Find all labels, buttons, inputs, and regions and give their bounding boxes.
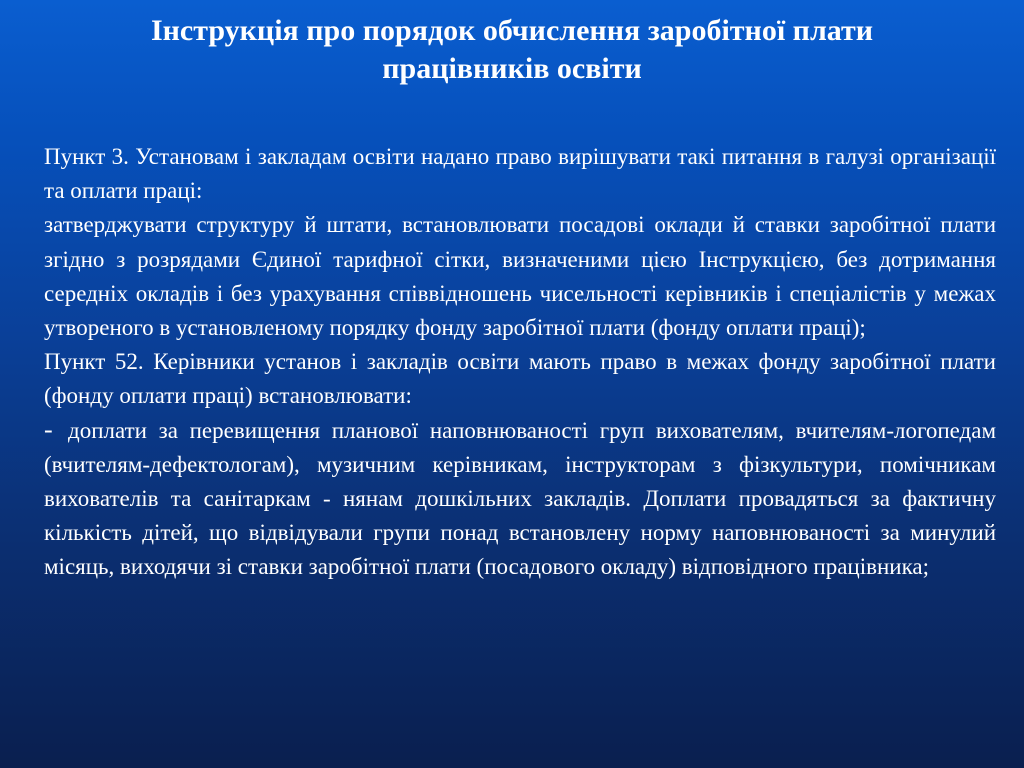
title-line-2: працівників освіти [382,52,642,85]
paragraph-punkt-52: Пункт 52. Керівники установ і закладів освіти мають право в межах фонду заробітної плати (фонду оплати праці) встановлювати: [44,349,996,409]
bullet-item [44,414,996,585]
slide-body [44,140,996,585]
paragraph-punkt-3: Пункт 3. Установам і закладам освіти надано право вирішувати такі питання в галузі організації та оплати праці: [44,144,996,204]
bullet-item-text: доплати за перевищення планової наповнюваності груп вихователям, вчителям-логопедам (вчителям-дефектологам), музичним керівникам, інструкторам з фізкультури, помічникам вихователів та санітаркам - нянам дошкільних закладів. Доплати провадяться за фактичну кількість дітей, що відвідували групи понад встановлену норму наповнюваності за минулий місяць, виходячи зі ставки заробітної плати (посадового окладу) відповідного працівника; [44,417,996,580]
title-line-1: Інструкція про порядок обчислення заробітної плати [150,14,874,47]
paragraph-rights-list: затверджувати структуру й штати, встановлювати посадові оклади й ставки заробітної плати згідно з розрядами Єдиної тарифної сітки, визначеними цією Інструкцією, без дотримання середніх окладів і без урахування співвідношень чисельності керівників і спеціалістів у межах утвореного в установленому порядку фонду заробітної плати (фонду оплати праці); [44,212,996,341]
bullet-dash-icon: - [44,414,53,444]
slide-title [0,12,1024,88]
